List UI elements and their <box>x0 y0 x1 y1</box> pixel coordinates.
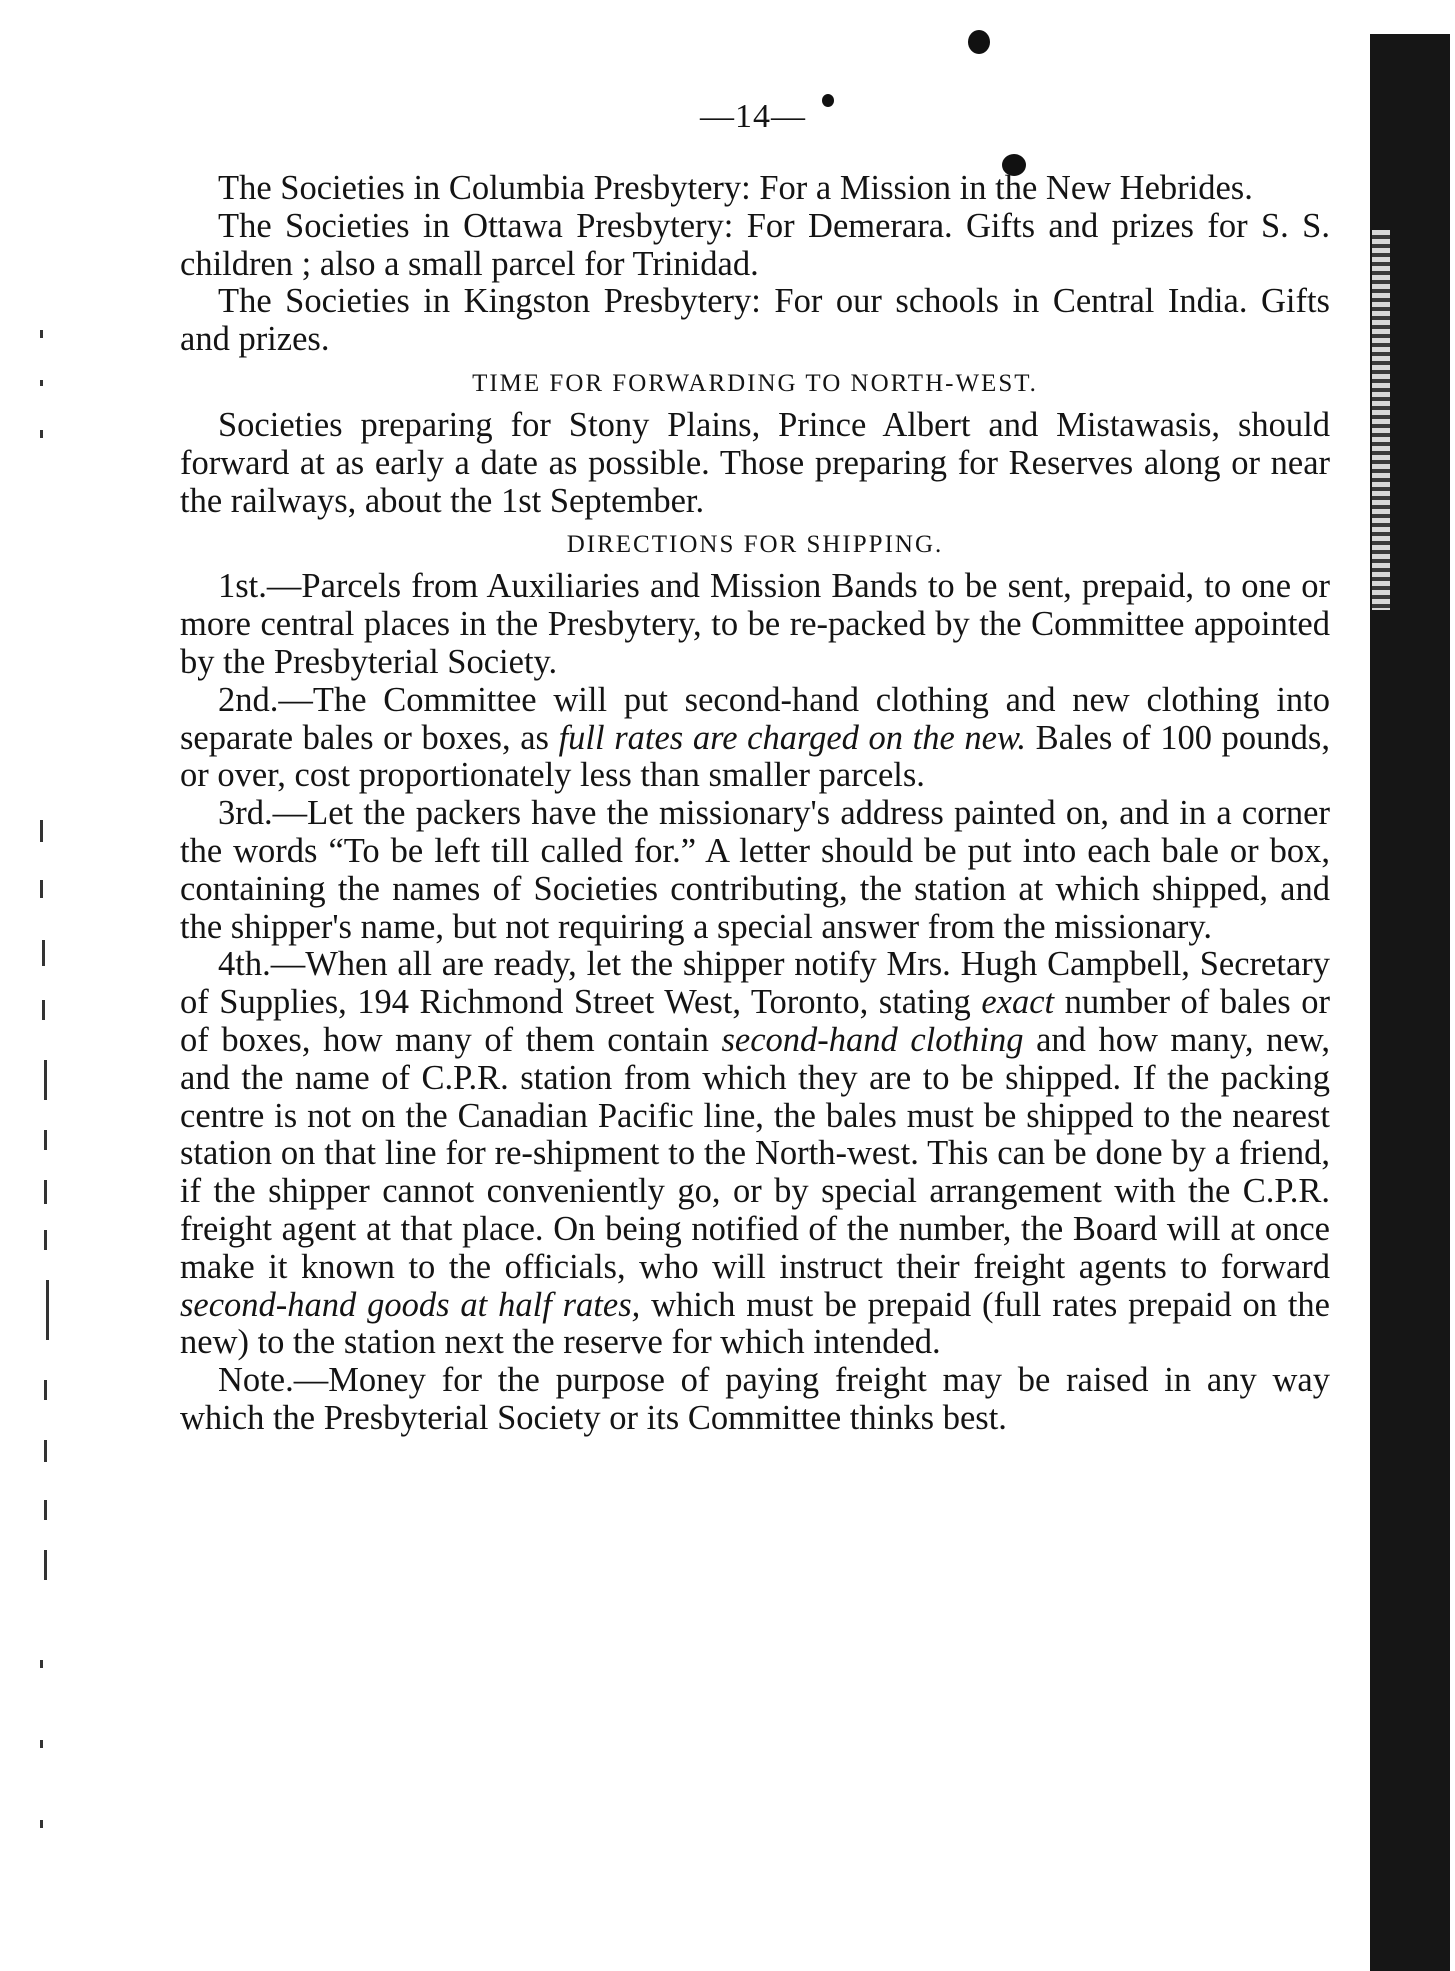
book-spine-texture <box>1372 230 1390 610</box>
margin-mark <box>44 1440 47 1462</box>
margin-mark <box>40 880 43 898</box>
margin-mark <box>40 1740 43 1748</box>
margin-mark <box>42 1000 45 1020</box>
ink-blot-page-number <box>822 94 834 107</box>
margin-mark <box>40 430 43 438</box>
emphasis-text: second-hand goods at half rates, <box>180 1285 641 1324</box>
shipping-paragraph-3rd: 3rd.—Let the packers have the missionary's address painted on, and in a corner the words “To be left till called for.” A letter should be put into each bale or box, containing the names of Societies contributing, the station at which shipped, and the shipper's name, but not requiring a special answer from the missionary. <box>180 794 1330 946</box>
margin-mark <box>44 1130 47 1150</box>
forwarding-paragraph: Societies preparing for Stony Plains, Prince Albert and Mistawasis, should forward at as early a date as possible. Those preparing for Reserves along or near the railways, about the 1st September. <box>180 405 1330 520</box>
section-heading-forwarding: TIME FOR FORWARDING TO NORTH-WEST. <box>472 369 1038 397</box>
paragraph-text: number of bales or of boxes, how many of them contain <box>180 983 1330 1059</box>
section-heading-shipping: DIRECTIONS FOR SHIPPING. <box>566 531 944 559</box>
margin-mark <box>44 1230 47 1250</box>
paragraph-text: and how many, new, and the name of C.P.R. station from which they are to be shipped. If the packing centre is not on the Canadian Pacific line, the bales must be shipped to the nearest station on that line for re-shipment to the North-west. This can be done by a friend, if the shipper cannot conveniently go, or by special arrangement with the C.P.R. freight agent at that place. On being notified of the number, the Board will at once make it known to the officials, who will instruct their freight agents to forward <box>180 1020 1331 1286</box>
margin-mark <box>44 1060 47 1100</box>
margin-mark <box>40 330 43 338</box>
margin-mark <box>40 1820 43 1828</box>
shipping-paragraph-1st: 1st.—Parcels from Auxiliaries and Mission Bands to be sent, prepaid, to one or more central places in the Presbytery, to be re-packed by the Committee appointed by the Presbyterial Society. <box>180 567 1330 681</box>
intro-paragraph-kingston: The Societies in Kingston Presbytery: For our schools in Central India. Gifts and prizes. <box>180 282 1330 359</box>
paragraph-text: 2nd.—The Committee will put second-hand clothing and new clothing into separate bales or boxes, as <box>180 680 1330 757</box>
margin-mark <box>44 1180 47 1204</box>
shipping-note: Note.—Money for the purpose of paying freight may be raised in any way which the Presbyterial Society or its Committee thinks best. <box>180 1361 1330 1437</box>
margin-mark <box>46 1280 49 1340</box>
emphasis-text: full rates are charged on the new. <box>558 718 1027 757</box>
margin-mark <box>42 940 45 966</box>
margin-mark <box>40 820 43 842</box>
intro-paragraph-columbia: The Societies in Columbia Presbytery: For a Mission in the New Hebrides. <box>218 169 1253 207</box>
ink-blot-top <box>968 30 990 54</box>
margin-mark <box>40 380 43 386</box>
emphasis-text: second-hand clothing <box>721 1020 1024 1059</box>
paragraph-text: Bales of 100 pounds, or over, cost proportionately less than smaller parcels. <box>180 718 1330 795</box>
shipping-paragraph-4th <box>180 946 1330 1362</box>
margin-mark <box>44 1380 47 1400</box>
margin-mark <box>44 1550 47 1580</box>
paragraph-text: 4th.—When all are ready, let the shipper notify Mrs. Hugh Campbell, Secretary of Supplies, 194 Richmond Street West, Toronto, stating <box>180 945 1330 1022</box>
intro-paragraph-ottawa: The Societies in Ottawa Presbytery: For Demerara. Gifts and prizes for S. S. children ; also a small parcel for Trinidad. <box>180 206 1330 283</box>
page-body <box>180 170 1330 1438</box>
page-number: —14— <box>700 98 806 135</box>
paragraph-text: which must be prepaid (full rates prepaid on the new) to the station next the reserve for which intended. <box>180 1285 1330 1362</box>
margin-mark <box>40 1660 43 1668</box>
left-margin-marks <box>18 320 62 1920</box>
emphasis-text: exact <box>981 983 1055 1022</box>
margin-mark <box>44 1500 47 1520</box>
shipping-paragraph-2nd <box>180 682 1330 795</box>
